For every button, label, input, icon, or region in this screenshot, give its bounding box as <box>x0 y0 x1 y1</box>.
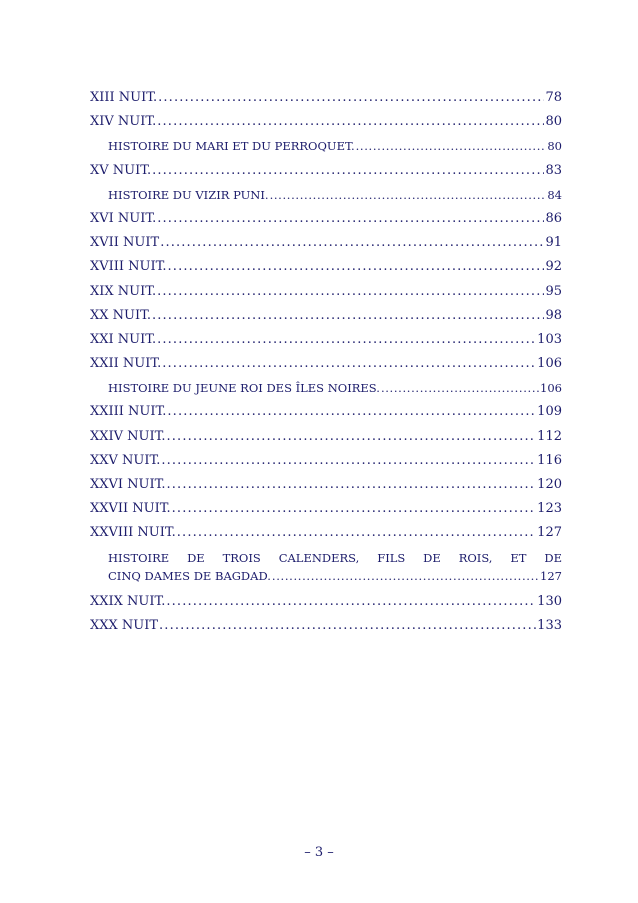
toc-entry-xxv-nuit[interactable] <box>90 449 562 473</box>
toc-entry-title: HISTOIRE DU MARI ET DU PERROQUET. <box>108 139 355 154</box>
toc-entry-title: XXX NUIT <box>90 617 159 633</box>
toc-entry-title-line2: CINQ DAMES DE BAGDAD. <box>108 568 271 583</box>
toc-entry-page: 130 <box>537 593 562 609</box>
toc-entry-title: XXII NUIT. <box>90 356 162 372</box>
toc-entry-page: 103 <box>537 331 562 347</box>
toc-entry-page: 120 <box>537 477 562 492</box>
toc-entry-title: XXVII NUIT. <box>90 501 171 517</box>
toc-entry-page: 112 <box>537 428 562 444</box>
page-number: – 3 – <box>304 845 334 860</box>
toc-leader-dots <box>168 255 545 279</box>
toc-subentry-mari-perroquet[interactable] <box>90 134 562 158</box>
toc-entry-page: 133 <box>537 617 562 633</box>
toc-entry-title: XV NUIT. <box>90 162 152 178</box>
toc-entry-title: XX NUIT. <box>90 307 152 323</box>
toc-entry-xv-nuit[interactable] <box>90 159 562 183</box>
toc-entry-title: HISTOIRE DU JEUNE ROI DES ÎLES NOIRES. <box>108 381 380 396</box>
toc-leader-dots <box>152 159 544 183</box>
toc-leader-dots <box>272 567 539 585</box>
toc-leader-dots <box>157 280 544 304</box>
toc-entry-xxiii-nuit[interactable] <box>90 400 562 424</box>
toc-entry-xxii-nuit[interactable] <box>90 352 562 376</box>
toc-entry-title: XXVI NUIT. <box>90 477 166 492</box>
toc-leader-dots <box>161 449 536 473</box>
toc-entry-page: 109 <box>537 404 562 420</box>
toc-entry-page: 92 <box>545 259 562 275</box>
table-of-contents <box>90 86 562 638</box>
toc-entry-xxviii-nuit[interactable] <box>90 521 562 545</box>
toc-leader-dots <box>160 231 544 255</box>
toc-leader-dots <box>162 352 536 376</box>
toc-leader-dots <box>167 400 536 424</box>
toc-entry-xiv-nuit[interactable] <box>90 110 562 134</box>
toc-entry-title-line2-row <box>108 567 562 585</box>
toc-leader-dots <box>167 473 537 497</box>
toc-entry-title: XIII NUIT. <box>90 90 158 105</box>
toc-entry-xxvii-nuit[interactable] <box>90 497 562 521</box>
toc-entry-xxi-nuit[interactable] <box>90 328 562 352</box>
toc-leader-dots <box>157 110 544 134</box>
toc-entry-xvii-nuit[interactable] <box>90 231 562 255</box>
toc-entry-page: 80 <box>547 139 562 154</box>
toc-entry-title-line1: HISTOIRE DE TROIS CALENDERS, FILS DE ROIS, ET DE <box>108 550 562 565</box>
toc-leader-dots <box>158 86 544 110</box>
toc-entry-xxix-nuit[interactable] <box>90 590 562 614</box>
toc-entry-title: XVIII NUIT. <box>90 259 167 275</box>
toc-entry-title: XIV NUIT. <box>90 114 157 130</box>
toc-entry-xix-nuit[interactable] <box>90 280 562 304</box>
toc-entry-xiii-nuit[interactable] <box>90 86 562 110</box>
toc-subentry-vizir-puni[interactable] <box>90 183 562 207</box>
toc-entry-xx-nuit[interactable] <box>90 304 562 328</box>
toc-entry-title: XVII NUIT <box>90 235 160 251</box>
toc-leader-dots <box>157 207 544 231</box>
toc-leader-dots <box>167 425 537 449</box>
toc-entry-page: 86 <box>545 210 562 226</box>
toc-entry-xvi-nuit[interactable] <box>90 207 562 231</box>
toc-entry-title: XXI NUIT. <box>90 331 157 347</box>
toc-entry-xxiv-nuit[interactable] <box>90 425 562 449</box>
toc-entry-page: 83 <box>545 162 562 178</box>
toc-leader-dots <box>177 521 536 545</box>
toc-entry-xxx-nuit[interactable] <box>90 614 562 638</box>
toc-entry-page: 123 <box>537 501 562 517</box>
toc-subentry-trois-calenders[interactable] <box>90 546 562 590</box>
toc-entry-page: 127 <box>540 568 562 583</box>
toc-entry-title: HISTOIRE DU VIZIR PUNI. <box>108 187 269 202</box>
toc-leader-dots <box>152 304 544 328</box>
toc-entry-title: XVI NUIT. <box>90 210 157 226</box>
toc-entry-page: 106 <box>537 356 562 372</box>
toc-leader-dots <box>166 590 536 614</box>
toc-leader-dots <box>159 614 536 638</box>
toc-entry-page: 98 <box>545 307 562 323</box>
toc-entry-page: 80 <box>545 114 562 130</box>
toc-entry-title: XIX NUIT. <box>90 283 157 299</box>
toc-entry-title: XXIX NUIT. <box>90 593 166 609</box>
toc-entry-page: 116 <box>537 452 562 468</box>
toc-leader-dots <box>172 497 537 521</box>
toc-entry-xxvi-nuit[interactable] <box>90 473 562 497</box>
toc-entry-title: XXV NUIT. <box>90 452 161 468</box>
toc-entry-page: 127 <box>537 525 562 541</box>
toc-leader-dots <box>270 183 547 207</box>
toc-entry-xviii-nuit[interactable] <box>90 255 562 279</box>
toc-leader-dots <box>157 328 536 352</box>
toc-entry-title: XXVIII NUIT. <box>90 525 176 541</box>
toc-leader-dots <box>356 134 547 158</box>
toc-entry-page: 84 <box>547 187 562 202</box>
toc-leader-dots <box>381 376 539 400</box>
toc-entry-title: XXIII NUIT. <box>90 404 167 420</box>
toc-entry-page: 106 <box>540 381 562 396</box>
toc-entry-page: 78 <box>545 90 562 105</box>
toc-entry-title: XXIV NUIT. <box>90 428 166 444</box>
toc-subentry-jeune-roi[interactable] <box>90 376 562 400</box>
toc-entry-page: 95 <box>545 283 562 299</box>
toc-entry-page: 91 <box>545 235 562 251</box>
